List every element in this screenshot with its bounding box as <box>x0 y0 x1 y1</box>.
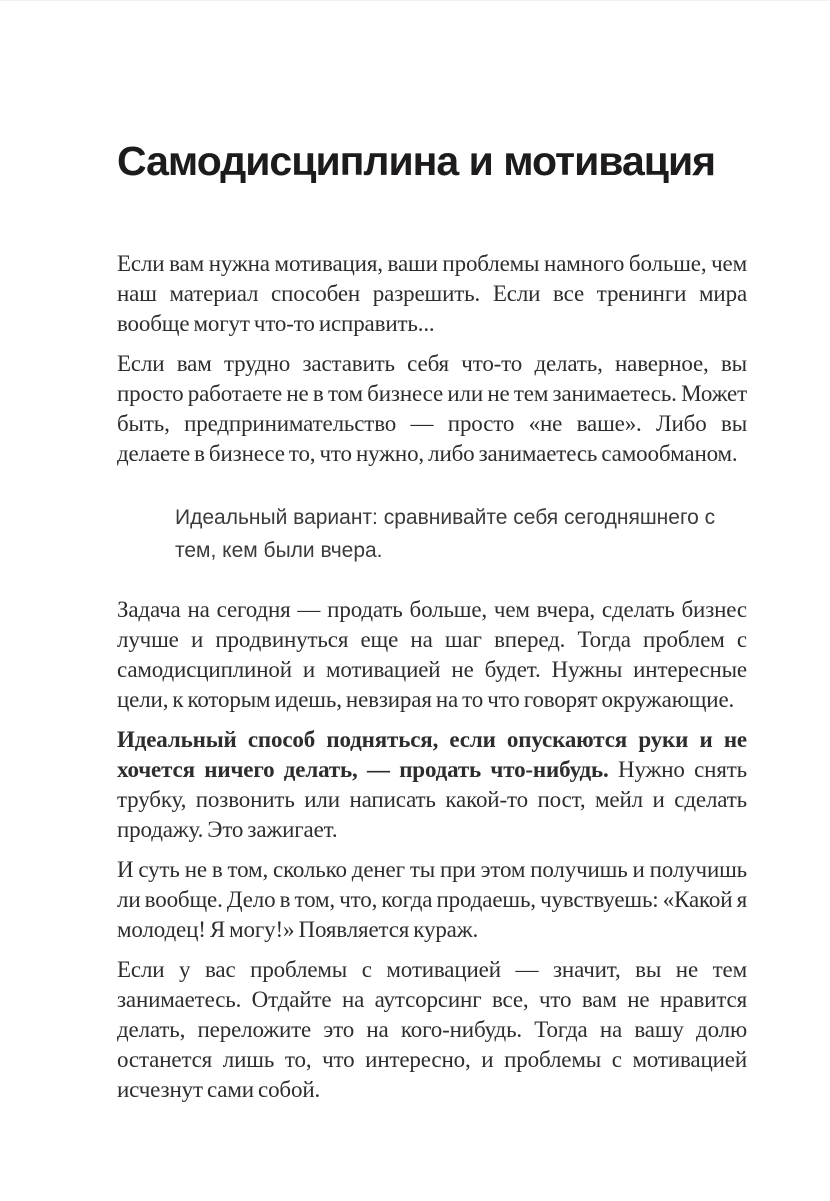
paragraph-task: Задача на сегодня — продать больше, чем вчера, сделать бизнес лучше и продвинуться еще на шаг вперед. Тогда проблем с самодисциплиной и мотивацией не будет. Нужны интересные цели, к которым идешь, невзирая на то что говорят окружающие. <box>117 597 747 712</box>
paragraph-ideal-way <box>117 725 747 845</box>
paragraph-sense-of-selling: И суть не в том, сколько денег ты при этом получишь и получишь ли вообще. Дело в том, что, когда продаешь, чувствуешь: «Какой я молодец! Я могу!» Появляется кураж. <box>117 857 747 942</box>
paragraph-intro-2: Если вам трудно заставить себя что-то делать, наверное, вы просто работаете не в том бизнесе или не тем занимаетесь. Может быть, предпринимательство — просто «не ваше». Либо вы делаете в бизнесе то, что нужно, либо занимаетесь самообманом. <box>117 351 747 466</box>
callout-quote: Идеальный вариант: сравнивайте себя сегодняшнего с тем, кем были вчера. <box>175 506 716 562</box>
chapter-title: Самодисциплина и мотивация <box>117 138 716 184</box>
paragraph-outsource: Если у вас проблемы с мотивацией — значит, вы не тем занимаетесь. Отдайте на аутсорсинг все, что вам не нравится делать, переложите это на кого-нибудь. Тогда на вашу долю останется лишь то, что интересно, и проблемы с мотивацией исчезнут сами собой. <box>117 957 747 1102</box>
paragraph-ideal-way-rest: Нужно снять трубку, позвонить или написать какой-то пост, мейл и сделать продажу. Это зажигает. <box>117 757 747 842</box>
paragraph-intro-1: Если вам нужна мотивация, ваши проблемы намного больше, чем наш материал способен разрешить. Если все тренинги мира вообще могут что-то исправить... <box>117 251 747 336</box>
page-content <box>117 137 747 1115</box>
paragraph-ideal-way-bold-lead: Идеальный способ подняться, если опускаются руки и не хочется ничего делать, — продать что-нибудь. <box>117 727 747 782</box>
